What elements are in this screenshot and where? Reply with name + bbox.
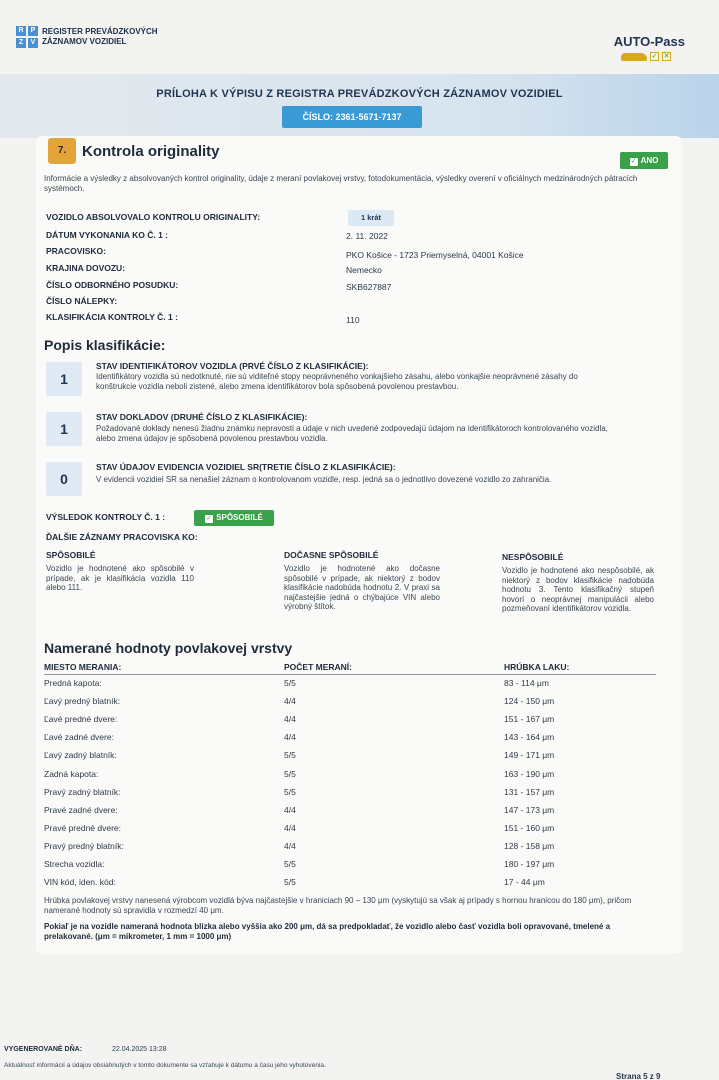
measurement-count: 5/5 (284, 859, 296, 869)
column-text: Vozidlo je hodnotené ako spôsobilé v prípade, ak je klasifikácia vozidla 110 alebo 111. (46, 564, 194, 592)
measurement-location: Pravé predné dvere: (44, 822, 122, 833)
site-label: PRACOVISKO: (46, 246, 106, 256)
measurement-location: Predná kapota: (44, 678, 102, 688)
section-title: Kontrola originality (82, 143, 220, 160)
section-number: 7. (48, 138, 76, 164)
document-title: PRÍLOHA K VÝPISU Z REGISTRA PREVÁDZKOVÝCH ZÁZNAMOV VOZIDIEL (156, 88, 563, 100)
class-label: KLASIFIKÁCIA KONTROLY Č. 1 : (46, 312, 178, 322)
classification-heading: STAV IDENTIFIKÁTOROV VOZIDLA (PRVÉ ČÍSLO Z KLASIFIKÁCIE): (96, 361, 369, 371)
measurement-count: 4/4 (284, 822, 296, 833)
measurement-location: Strecha vozidla: (44, 859, 105, 869)
class-value: 110 (346, 315, 360, 325)
column-heading: SPÔSOBILÉ (46, 550, 96, 560)
measurement-count: 5/5 (284, 786, 296, 797)
measurement-count: 5/5 (284, 750, 296, 761)
measurement-count: 5/5 (284, 768, 296, 779)
classification-value: 1 (46, 412, 82, 446)
paint-thickness: 83 - 114 μm (504, 678, 549, 688)
checkbox-icon: ✓ (651, 53, 658, 60)
records-title: ĎALŠIE ZÁZNAMY PRACOVISKA KO: (46, 532, 198, 542)
classification-desc: V evidencii vozidiel SR sa nenašiel záznam o kontrolovanom vozidle, resp. jedná sa o jednotlivo dovezené vozidlo zo zahraničia. (96, 475, 552, 484)
report-value: SKB627887 (346, 282, 392, 292)
classification-desc: Požadované doklady nenesú žiadnu známku nepravosti a údaje v nich uvedené zodpovedajú údajom na identifikátoroch kontrolovaného vozidla, alebo zmena údajov je spôsobená povolenou prestavbou vozidla. (96, 424, 608, 443)
paint-thickness: 163 - 190 μm (504, 768, 555, 779)
paint-thickness: 147 - 173 μm (504, 804, 555, 815)
check-icon: ✓ (206, 515, 213, 522)
coating-note: Hrúbka povlakovej vrstvy nanesená výrobcom vozidlá býva najčastejšie v hraniciach 90 – 130 μm (vyskytujú sa však aj prípady s hornou hranicou do 180 μm), pričom namerané hodnoty sú spravidla v rozmedzí 40 μm. (44, 896, 632, 915)
column-text: Vozidlo je hodnotené ako nespôsobilé, ak niektorý z bodov klasifikácie nadobúda hodnotu 3. Tento klasifikačný stupeň hovorí o neoprávnej manipulácii alebo pozmeňovaní identifikátorov vozidla. (502, 566, 654, 613)
column-heading: DOČASNE SPÔSOBILÉ (284, 550, 379, 560)
passed-label: VOZIDLO ABSOLVOVALO KONTROLU ORIGINALITY: (46, 212, 261, 222)
classification-value: 1 (46, 362, 82, 396)
car-icon (621, 53, 647, 61)
ano-badge: ✓ ANO (620, 152, 668, 169)
date-label: DÁTUM VYKONANIA KO Č. 1 : (46, 230, 168, 240)
measurement-count: 4/4 (284, 840, 296, 851)
paint-thickness: 180 - 197 μm (504, 859, 555, 869)
column-text: Vozidlo je hodnotené ako dočasne spôsobilé v prípade, ak niektorý z bodov klasifikácie nadobúda hodnotu 2. V praxi sa najčastejšie jedná o chýbajúce VIN alebo výrobný štítok. (284, 564, 440, 611)
country-value: Nemecko (346, 265, 382, 275)
date-value: 2. 11. 2022 (346, 231, 388, 241)
paint-thickness: 131 - 157 μm (504, 786, 555, 797)
paint-thickness: 151 - 160 μm (504, 822, 555, 833)
document-number: ČÍSLO: 2361-5671-7137 (282, 106, 422, 128)
table-header: HRÚBKA LAKU: (504, 662, 570, 672)
result-badge: ✓ SPÔSOBILÉ (194, 510, 274, 526)
paint-thickness: 128 - 158 μm (504, 840, 555, 851)
logo-line2: ZÁZNAMOV VOZIDIEL (42, 37, 127, 46)
measurement-location: Ľavý predný blatník: (44, 696, 121, 707)
paint-thickness: 143 - 164 μm (504, 732, 555, 743)
table-divider (44, 674, 656, 675)
measurement-location: Pravý zadný blatník: (44, 786, 121, 797)
classification-value: 0 (46, 462, 82, 496)
logo-line1: REGISTER PREVÁDZKOVÝCH (42, 27, 158, 36)
page-number: Strana 5 z 9 (616, 1072, 661, 1080)
coating-title: Namerané hodnoty povlakovej vrstvy (44, 640, 293, 656)
footer-note: Aktuálnosť informácií a údajov obsiahnutých v tomto dokumente sa vzťahuje k dátumu a času jeho vyhotovenia. (4, 1062, 326, 1069)
classification-title: Popis klasifikácie: (44, 337, 166, 353)
paint-thickness: 149 - 171 μm (504, 750, 555, 761)
generated-date: 22.04.2025 13:28 (112, 1046, 167, 1053)
result-label: VÝSLEDOK KONTROLY Č. 1 : (46, 512, 166, 522)
measurement-count: 5/5 (284, 678, 296, 688)
measurement-location: Ľavé predné dvere: (44, 714, 118, 725)
table-header: MIESTO MERANIA: (44, 662, 122, 672)
measurement-location: Zadná kapota: (44, 768, 99, 779)
check-icon: ✓ (630, 158, 637, 165)
measurement-location: Ľavý zadný blatník: (44, 750, 117, 761)
measurement-count: 5/5 (284, 877, 296, 888)
paint-thickness: 124 - 150 μm (504, 696, 555, 707)
generated-label: VYGENEROVANÉ DŇA: (4, 1046, 83, 1053)
logo-icon: R P Z V (16, 26, 38, 48)
measurement-location: Ľavé zadné dvere: (44, 732, 114, 743)
passed-count: 1 krát (348, 210, 394, 226)
paint-thickness: 151 - 167 μm (504, 714, 555, 725)
classification-heading: STAV DOKLADOV (DRUHÉ ČÍSLO Z KLASIFIKÁCIE): (96, 412, 308, 422)
checkbox-icon: ✕ (663, 53, 670, 60)
autopass-brand: AUTO-Pass (613, 34, 685, 49)
classification-desc: Identifikátory vozidla sú nedotknuté, nie sú viditeľné stopy neoprávneného vonkajšieho zásahu, alebo vonkajšie neoprávnené zásahy do konštrukcie vozidla neboli zistené, alebo zmena identifikátorov bola spôsobená povolenou prestavbou. (96, 372, 578, 391)
measurement-location: Pravé zadné dvere: (44, 804, 118, 815)
measurement-count: 4/4 (284, 696, 296, 707)
country-label: KRAJINA DOVOZU: (46, 263, 126, 273)
section-intro: Informácie a výsledky z absolvovaných kontrol originality, údaje z meraní povlakovej vrstvy, fotodokumentácia, výsledky overení v oficiálnych medzinárodných pátracích systémoch. (44, 174, 638, 193)
measurement-count: 4/4 (284, 732, 296, 743)
report-label: ČÍSLO ODBORNÉHO POSUDKU: (46, 280, 179, 290)
measurement-location: VIN kód, iden. kód: (44, 877, 116, 888)
sticker-label: ČÍSLO NÁLEPKY: (46, 296, 118, 306)
column-heading: NESPÔSOBILÉ (502, 552, 564, 562)
paint-thickness: 17 - 44 μm (504, 877, 545, 888)
site-value: PKO Košice - 1723 Priemyselná, 04001 Košice (346, 250, 524, 260)
table-header: POČET MERANÍ: (284, 662, 352, 672)
coating-warning: Pokiaľ je na vozidle nameraná hodnota blízka alebo vyššia ako 200 μm, dá sa predpokladať, že vozidlo alebo časť vozidla boli opravované, tmelené a prelakované. (μm = mikrometer, 1 mm = 1000 μm) (44, 922, 611, 941)
autopass-icons (621, 52, 671, 61)
classification-heading: STAV ÚDAJOV EVIDENCIA VOZIDIEL SR(TRETIE ČÍSLO Z KLASIFIKÁCIE): (96, 462, 396, 472)
register-logo (16, 26, 158, 48)
measurement-count: 4/4 (284, 714, 296, 725)
measurement-location: Pravý predný blatník: (44, 840, 124, 851)
measurement-count: 4/4 (284, 804, 296, 815)
